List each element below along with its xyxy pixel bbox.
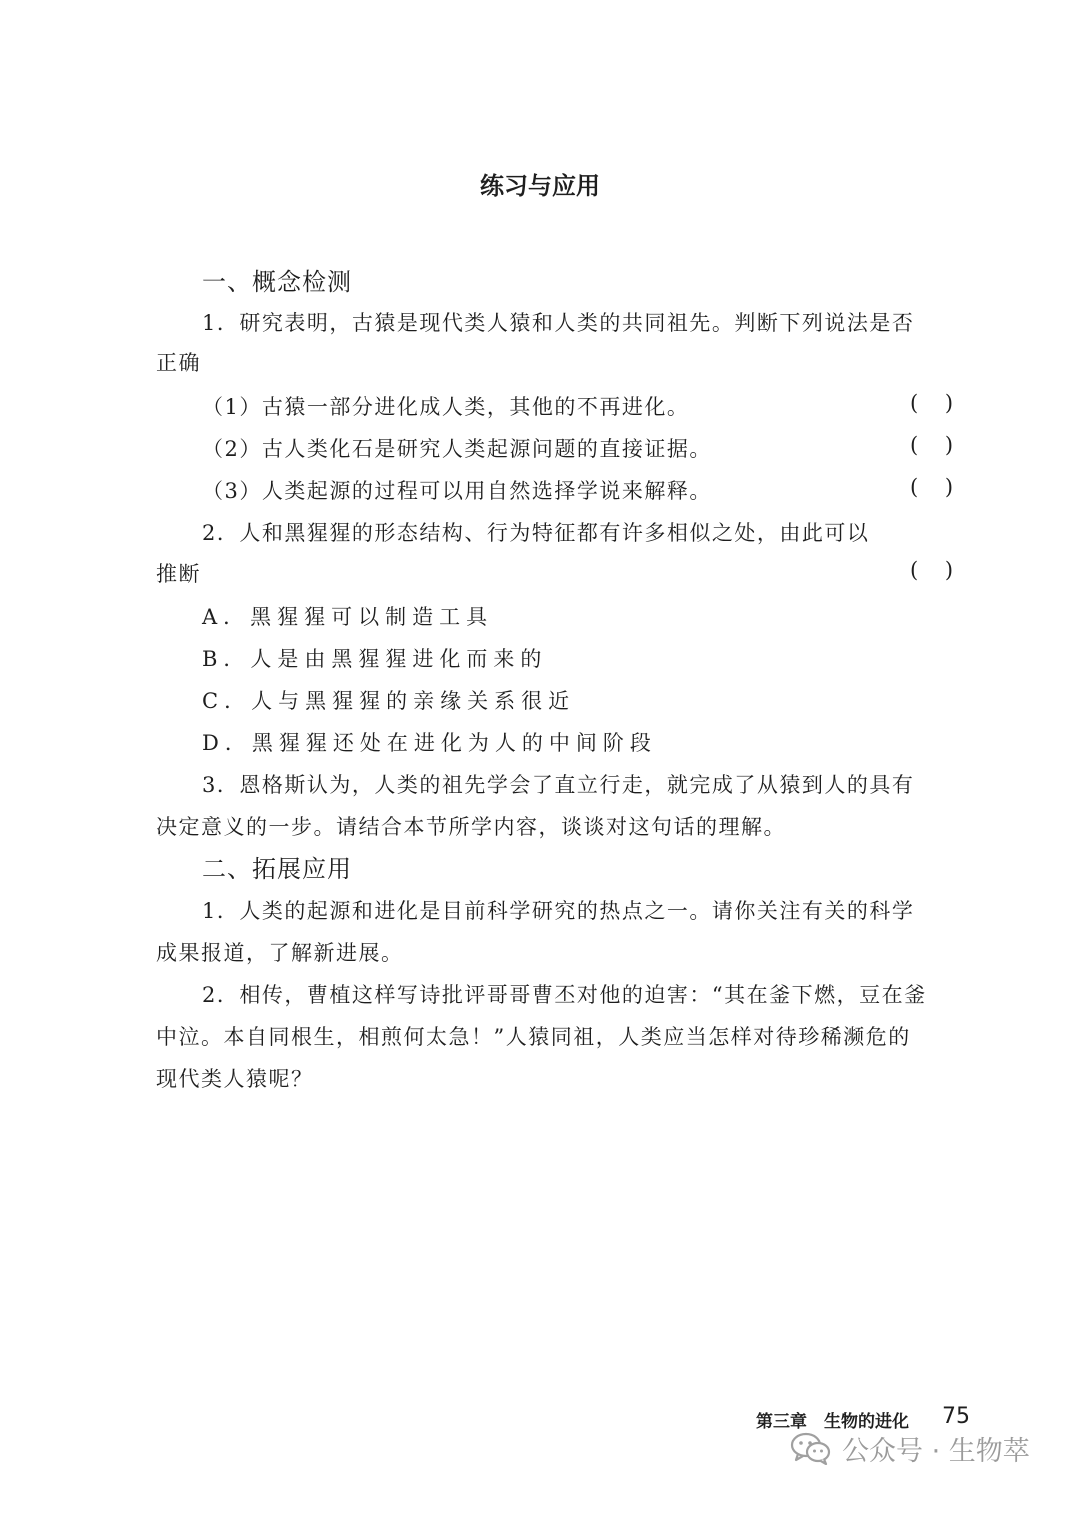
ext-q2-line2: 中泣。本自同根生，相煎何太急！”人猿同祖，人类应当怎样对待珍稀濒危的 xyxy=(156,1025,911,1049)
ext-q2-line3: 现代类人猿呢？ xyxy=(156,1067,314,1091)
answer-bracket: ( ) xyxy=(910,558,954,582)
q1-item-2: （2）古人类化石是研究人类起源问题的直接证据。 xyxy=(202,437,712,461)
q2-option-b: B．人是由黑猩猩进化而来的 xyxy=(202,647,548,671)
q1-stem-line1: 1．研究表明，古猿是现代类人猿和人类的共同祖先。判断下列说法是否 xyxy=(202,311,915,335)
section-heading-concept-check: 一、概念检测 xyxy=(202,268,352,296)
section-heading-extension: 二、拓展应用 xyxy=(202,855,352,883)
answer-bracket: ( ) xyxy=(910,433,954,457)
q1-item-1: （1）古猿一部分进化成人类，其他的不再进化。 xyxy=(202,395,690,419)
q2-option-a: A．黑猩猩可以制造工具 xyxy=(202,605,494,629)
q1-item-3: （3）人类起源的过程可以用自然选择学说来解释。 xyxy=(202,479,712,503)
wechat-icon xyxy=(790,1431,832,1465)
q2-option-d: D．黑猩猩还处在进化为人的中间阶段 xyxy=(202,731,657,755)
ext-q1-line1: 1．人类的起源和进化是目前科学研究的热点之一。请你关注有关的科学 xyxy=(202,899,915,923)
page-number: 75 xyxy=(942,1404,970,1429)
ext-q1-line2: 成果报道，了解新进展。 xyxy=(156,941,404,965)
answer-bracket: ( ) xyxy=(910,475,954,499)
watermark xyxy=(790,1428,1030,1468)
watermark-text: 公众号 · 生物萃 xyxy=(842,1435,1030,1467)
q1-stem-line2: 正确 xyxy=(156,351,201,375)
q3-line2: 决定意义的一步。请结合本节所学内容，谈谈对这句话的理解。 xyxy=(156,815,786,839)
ext-q2-line1: 2．相传，曹植这样写诗批评哥哥曹丕对他的迫害：“其在釜下燃，豆在釜 xyxy=(202,983,927,1007)
page-title: 练习与应用 xyxy=(480,172,600,200)
answer-bracket: ( ) xyxy=(910,391,954,415)
q3-line1: 3．恩格斯认为，人类的祖先学会了直立行走，就完成了从猿到人的具有 xyxy=(202,773,915,797)
q2-option-c: C．人与黑猩猩的亲缘关系很近 xyxy=(202,689,576,713)
q2-stem-line1: 2．人和黑猩猩的形态结构、行为特征都有许多相似之处，由此可以 xyxy=(202,521,870,545)
footer-chapter-label: 第三章 生物的进化 xyxy=(756,1412,909,1432)
q2-stem-line2: 推断 xyxy=(156,562,201,586)
